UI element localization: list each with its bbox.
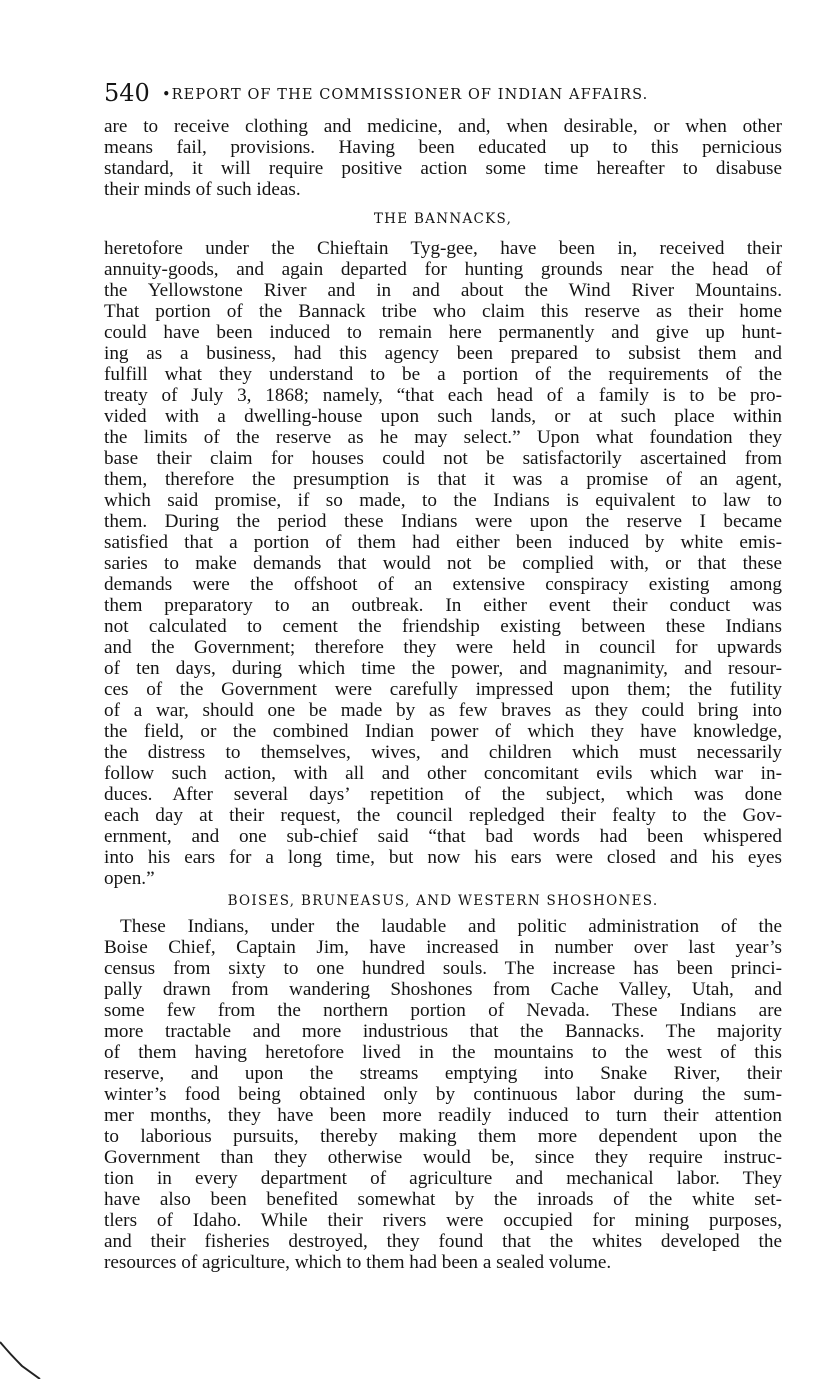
running-head: •REPORT OF THE COMMISSIONER OF INDIAN AFFAIRS. (162, 87, 649, 103)
text-line: tlers of Idaho. While their rivers were occupied for mining purposes, (104, 1210, 782, 1231)
section-heading-bannacks: THE BANNACKS, (373, 211, 513, 227)
text-line: each day at their request, the council repledged their fealty to the Gov- (104, 805, 782, 826)
text-line: and their fisheries destroyed, they found that the whites developed the (104, 1231, 782, 1252)
text-line: the Yellowstone River and in and about the Wind River Mountains. (104, 280, 782, 301)
text-line: satisfied that a portion of them had either been induced by white emis- (104, 532, 782, 553)
text-line: some few from the northern portion of Nevada. These Indians are (104, 1000, 782, 1021)
text-line: duces. After several days’ repetition of the subject, which was done (104, 784, 782, 805)
text-line: into his ears for a long time, but now his ears were closed and his eyes (104, 847, 782, 868)
text-line: fulfill what they understand to be a portion of the requirements of the (104, 364, 782, 385)
text-line: which said promise, if so made, to the Indians is equivalent to law to (104, 490, 782, 511)
text-line: not calculated to cement the friendship existing between these Indians (104, 616, 782, 637)
text-line: ernment, and one sub-chief said “that bad words had been whispered (104, 826, 782, 847)
text-line: census from sixty to one hundred souls. The increase has been princi- (104, 958, 782, 979)
text-line: them. During the period these Indians were upon the reserve I became (104, 511, 782, 532)
text-line: ces of the Government were carefully impressed upon them; the futility (104, 679, 782, 700)
text-line: could have been induced to remain here permanently and give up hunt- (104, 322, 782, 343)
text-line: treaty of July 3, 1868; namely, “that each head of a family is to be pro- (104, 385, 782, 406)
text-line: saries to make demands that would not be complied with, or that these (104, 553, 782, 574)
text-line: them preparatory to an outbreak. In either event their conduct was (104, 595, 782, 616)
text-line: These Indians, under the laudable and politic administration of the (120, 916, 782, 937)
text-line: of ten days, during which time the power, and magnanimity, and resour- (104, 658, 782, 679)
text-line: the limits of the reserve as he may select.” Upon what foundation they (104, 427, 782, 448)
text-line: base their claim for houses could not be satisfactorily ascertained from (104, 448, 782, 469)
text-line: follow such action, with all and other concomitant evils which war in- (104, 763, 782, 784)
text-line: have also been benefited somewhat by the inroads of the white set- (104, 1189, 782, 1210)
text-line: of a war, should one be made by as few braves as they could bring into (104, 700, 782, 721)
text-line: mer months, they have been more readily induced to turn their attention (104, 1105, 782, 1126)
text-line: them, therefore the presumption is that it was a promise of an agent, (104, 469, 782, 490)
text-line: of them having heretofore lived in the mountains to the west of this (104, 1042, 782, 1063)
text-line: means fail, provisions. Having been educated up to this pernicious (104, 137, 782, 158)
text-line: the field, or the combined Indian power of which they have knowledge, (104, 721, 782, 742)
text-line: reserve, and upon the streams emptying into Snake River, their (104, 1063, 782, 1084)
text-line: tion in every department of agriculture and mechanical labor. They (104, 1168, 782, 1189)
text-line: That portion of the Bannack tribe who claim this reserve as their home (104, 301, 782, 322)
bannacks-paragraph (104, 238, 782, 889)
text-line: heretofore under the Chieftain Tyg-gee, have been in, received their (104, 238, 782, 259)
text-line: more tractable and more industrious that the Bannacks. The majority (104, 1021, 782, 1042)
text-line: and the Government; therefore they were held in council for upwards (104, 637, 782, 658)
section-heading-boises: BOISES, BRUNEASUS, AND WESTERN SHOSHONES. (227, 893, 659, 909)
text-line: open.” (104, 868, 155, 889)
page-edge-mark (0, 1330, 60, 1379)
page-number: 540 (104, 79, 150, 107)
text-line: annuity-goods, and again departed for hunting grounds near the head of (104, 259, 782, 280)
text-line: Boise Chief, Captain Jim, have increased in number over last year’s (104, 937, 782, 958)
boises-paragraph (104, 916, 782, 1273)
text-line: pally drawn from wandering Shoshones from Cache Valley, Utah, and (104, 979, 782, 1000)
text-line: to laborious pursuits, thereby making them more dependent upon the (104, 1126, 782, 1147)
page-header (104, 76, 782, 116)
text-line: demands were the offshoot of an extensive conspiracy existing among (104, 574, 782, 595)
text-line: resources of agriculture, which to them had been a sealed volume. (104, 1252, 612, 1273)
text-line: their minds of such ideas. (104, 179, 301, 200)
text-line: Government than they otherwise would be, since they require instruc- (104, 1147, 782, 1168)
intro-paragraph (104, 116, 782, 200)
document-page (104, 76, 782, 1273)
text-line: vided with a dwelling-house upon such lands, or at such place within (104, 406, 782, 427)
text-line: winter’s food being obtained only by continuous labor during the sum- (104, 1084, 782, 1105)
text-line: are to receive clothing and medicine, and, when desirable, or when other (104, 116, 782, 137)
text-line: ing as a business, had this agency been prepared to subsist them and (104, 343, 782, 364)
text-line: standard, it will require positive action some time hereafter to disabuse (104, 158, 782, 179)
text-line: the distress to themselves, wives, and children which must necessarily (104, 742, 782, 763)
